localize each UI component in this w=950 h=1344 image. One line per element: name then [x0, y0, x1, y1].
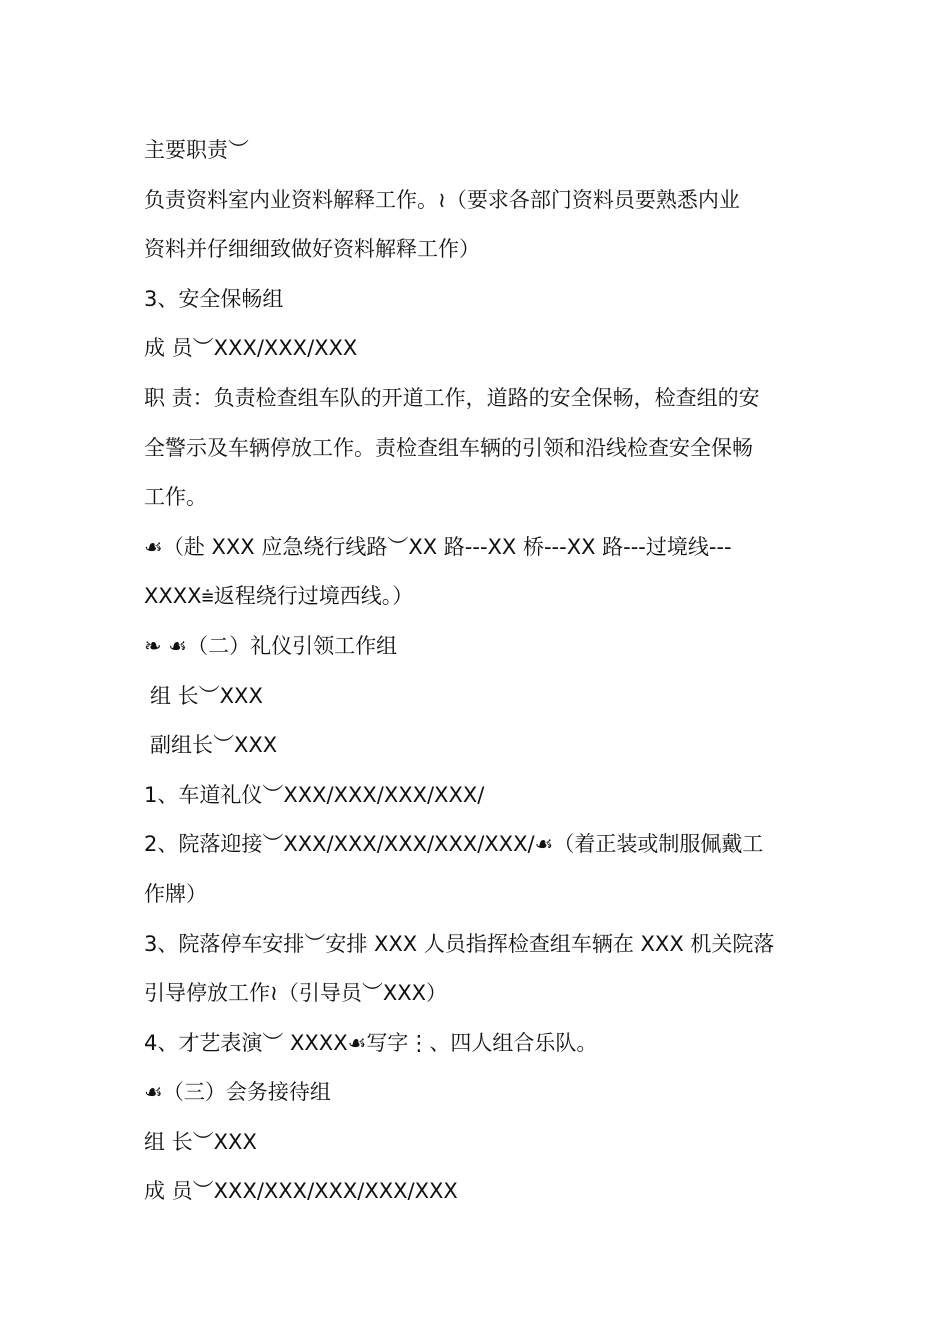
leader-line: 组 长︶XXX	[144, 1129, 257, 1154]
list-item-continuation: 作牌）	[144, 881, 207, 906]
list-item-continuation: 引导停放工作≀（引导员︶XXX）	[144, 981, 448, 1006]
responsibility-line: 全警示及车辆停放工作。责检查组车辆的引领和沿线检查安全保畅	[144, 435, 753, 460]
list-item: 3、院落停车安排︶安排 XXX 人员指挥检查组车辆在 XXX 机关院落	[144, 931, 775, 956]
members-line: 成 员︶XXX/XXX/XXX	[144, 336, 358, 361]
section-heading-etiquette-group: ❧ ☙（二）礼仪引领工作组	[144, 633, 398, 658]
document-body	[144, 126, 809, 1217]
route-line: XXXX⩧返程绕行过境西线。）	[144, 584, 414, 609]
deputy-leader-line: 副组长︶XXX	[150, 733, 278, 758]
duty-text-line: 资料并仔细细致做好资料解释工作）	[144, 237, 480, 262]
duty-text-line: 负责资料室内业资料解释工作。≀（要求各部门资料员要熟悉内业	[144, 187, 740, 212]
leader-line: 组 长︶XXX	[150, 683, 263, 708]
list-item: 1、车道礼仪︶XXX/XXX/XXX/XXX/	[144, 782, 485, 807]
responsibility-line: 工作。	[144, 485, 207, 510]
list-item: 4、才艺表演︶ XXXX☙写字⋮、四人组合乐队。	[144, 1030, 598, 1055]
section-heading-safety-group: 3、安全保畅组	[144, 286, 284, 311]
list-item: 2、院落迎接︶XXX/XXX/XXX/XXX/XXX/☙（着正装或制服佩戴工	[144, 832, 764, 857]
section-heading-reception-group: ☙（三）会务接待组	[144, 1080, 331, 1105]
heading-main-duties: 主要职责︶	[144, 138, 249, 162]
route-line: ☙（赴 XXX 应急绕行线路︶XX 路---XX 桥---XX 路---过境线---	[144, 534, 732, 559]
responsibility-line: 职 责：负责检查组车队的开道工作，道路的安全保畅，检查组的安	[144, 385, 760, 410]
members-line: 成 员︶XXX/XXX/XXX/XXX/XXX	[144, 1179, 458, 1204]
